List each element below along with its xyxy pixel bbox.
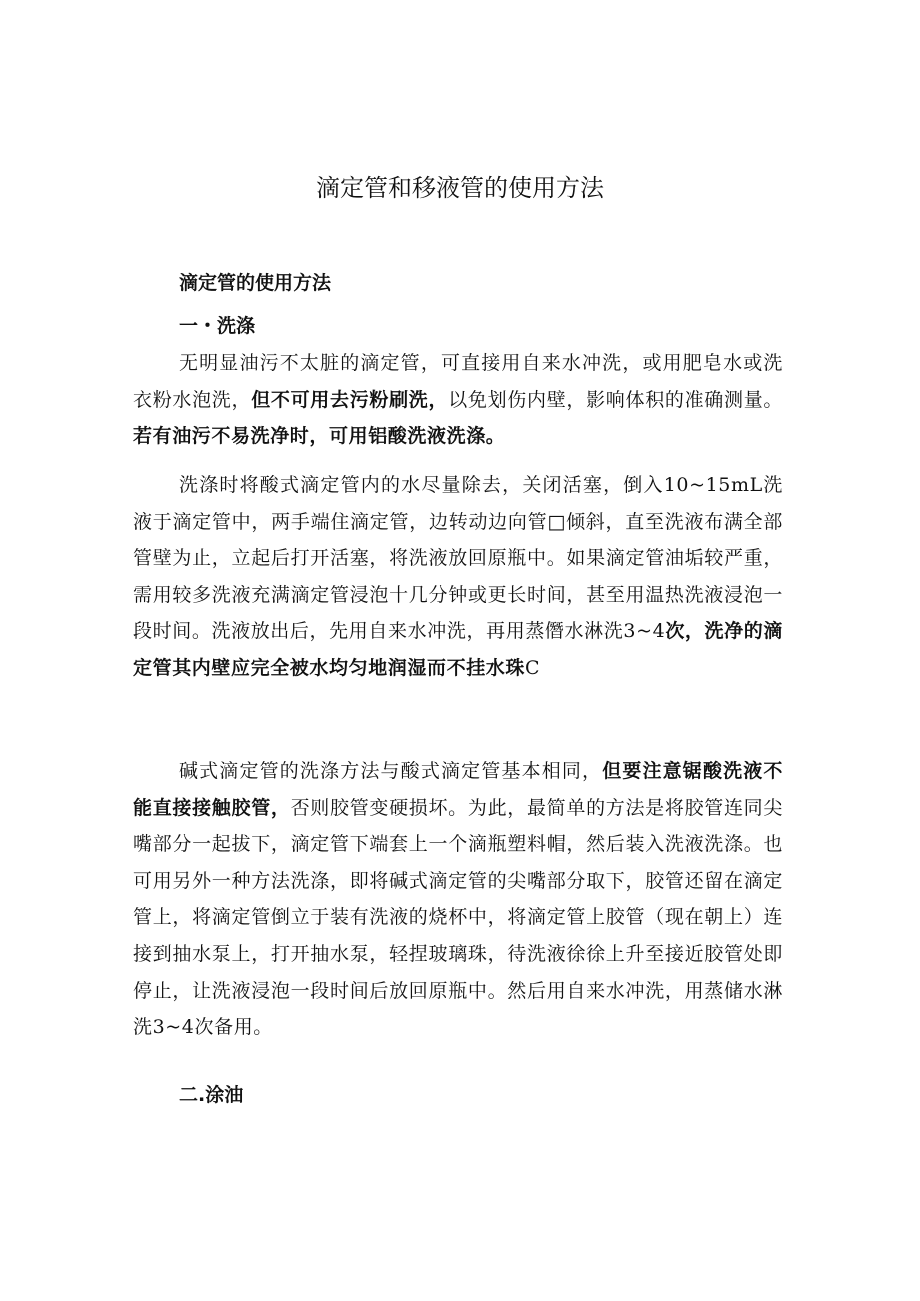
paragraph-2 [133,467,783,687]
subsection-heading-grease: 二.涂油 [179,1084,244,1106]
paragraph-2-text-b: C [525,656,541,679]
paragraph-1 [133,345,783,455]
paragraph-1-bold-a: 但不可用去污粉刷洗， [251,388,449,411]
paragraph-3-text-b: 否则胶管变硬损坏。为此，最简单的方法是将胶管连同尖嘴部分一起拔下，滴定管下端套上一个滴瓶塑料帽，然后装入洗液洗涤。也可用另外一种方法洗涤，即将碱式滴定管的尖嘴部分取下，胶管还留在滴定管上，将滴定管倒立于装有洗液的烧杯中，将滴定管上胶管（现在朝上）连接到抽水泵上，打开抽水泵，轻捏玻璃珠，待洗液徐徐上升至接近胶管处即停止，让洗液浸泡一段时间后放回原瓶中。然后用自来水冲洗，用蒸储水淋洗3~4次备用。 [133,796,783,1039]
paragraph-1-text-a: 无明显油污不太脏的滴定管，可直接用自来水冲洗，或用肥皂水或洗衣粉水泡洗， [133,352,783,411]
document-title: 滴定管和移液管的使用方法 [316,174,604,202]
paragraph-3-bold-a: 但要注意锯酸洗液不能直接接触胶管， [133,760,783,819]
paragraph-3-text-a: 碱式滴定管的洗涤方法与酸式滴定管基本相同， [179,760,603,782]
section-heading: 滴定管的使用方法 [179,272,332,294]
paragraph-3 [133,753,783,1046]
paragraph-1-bold-b: 若有油污不易洗净时，可用铝酸洗液洗涤。 [133,425,506,448]
paragraph-1-text-b: 以免划伤内壁，影响体积的准确测量。 [448,388,783,411]
paragraph-2-bold-a: 次，洗净的滴定管其内壁应完全被水均匀地润湿而不挂水珠 [133,620,783,679]
paragraph-2-text-a: 洗涤时将酸式滴定管内的水尽量除去，关闭活塞，倒入10~15mL洗液于滴定管中，两手端住滴定管，边转动边向管□倾斜，直至洗液布满全部管壁为止，立起后打开活塞，将洗液放回原瓶中。如果滴定管油垢较严重，需用较多洗液充满滴定管浸泡十几分钟或更长时间，甚至用温热洗液浸泡一段时间。洗液放出后，先用自来水冲洗，再用蒸僭水淋洗3~4 [133,474,783,643]
subsection-heading-wash: 一・洗涤 [179,315,256,337]
